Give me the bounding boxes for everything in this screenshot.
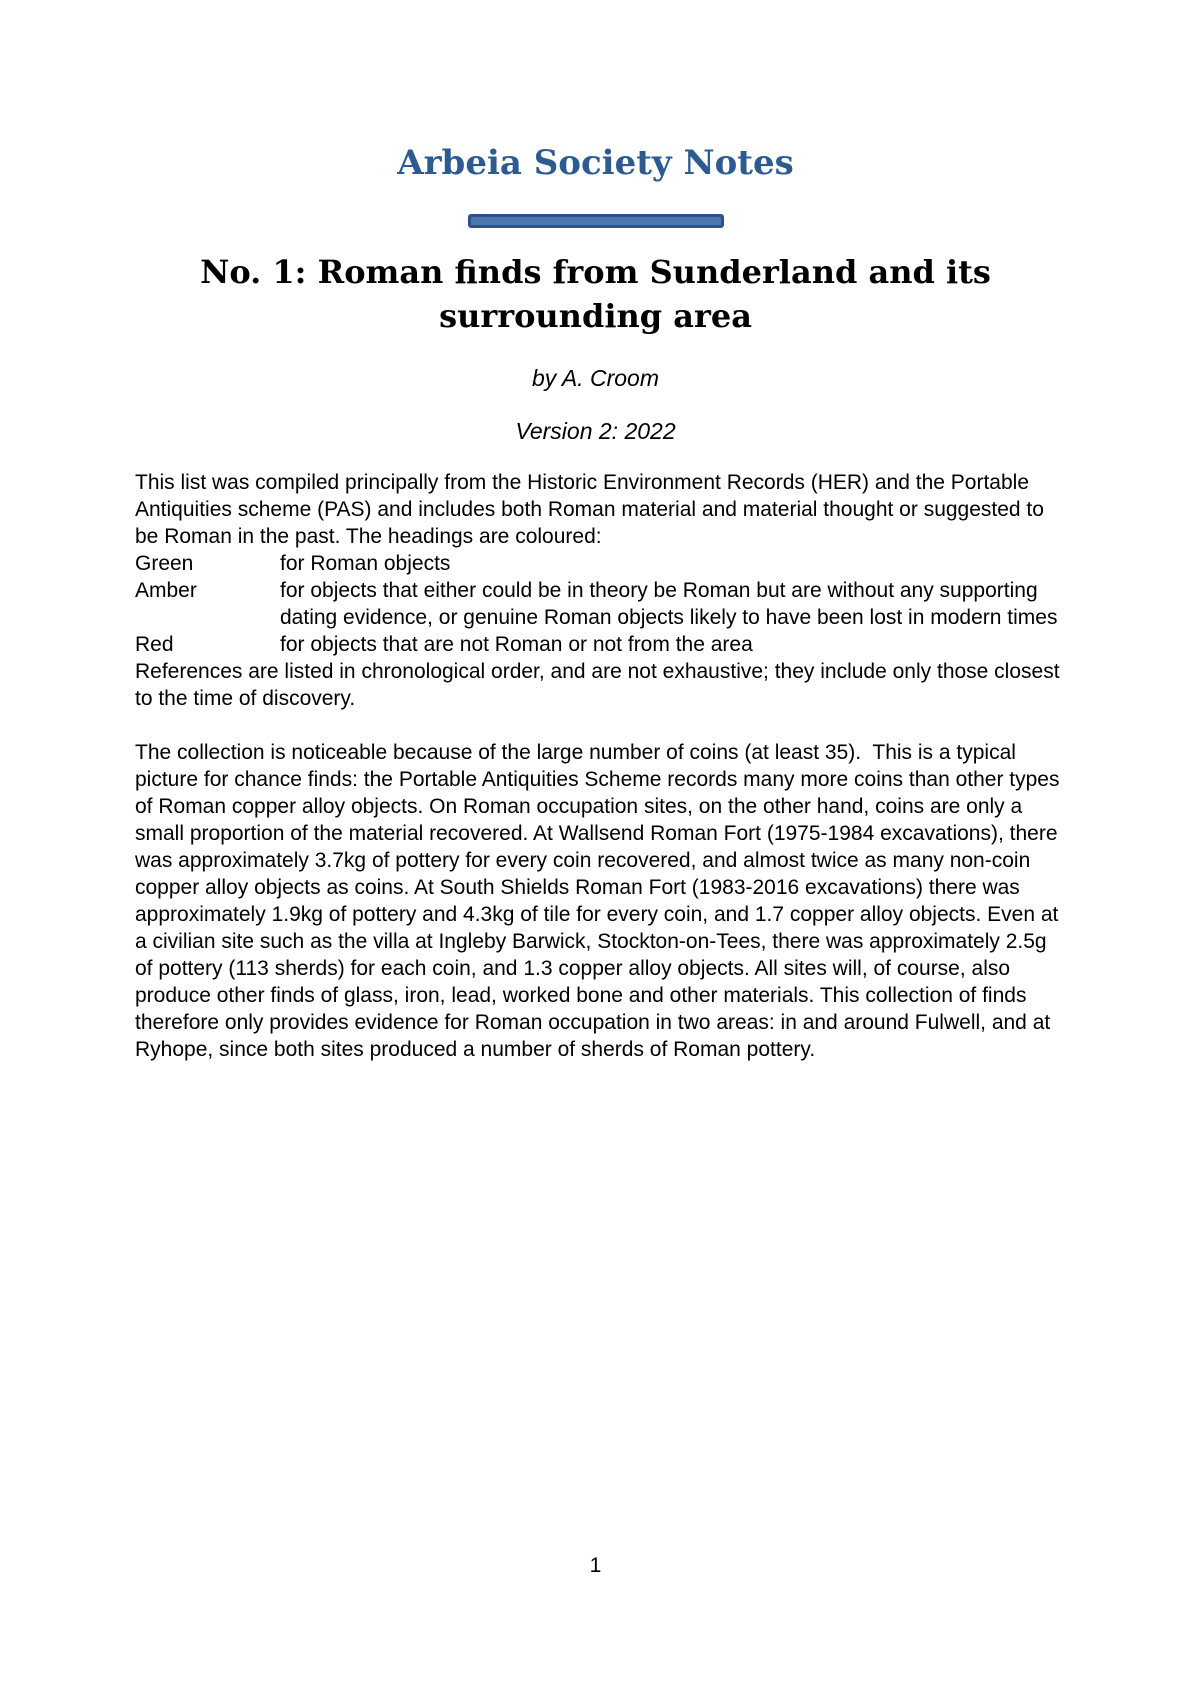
colour-key-definition: for objects that are not Roman or not from the area — [280, 633, 753, 656]
colour-key-definition: for objects that either could be in theory be Roman but are without any supporting dating evidence, or genuine Roman objects likely to have been lost in modern times — [280, 579, 1058, 629]
document-body — [135, 469, 1065, 1063]
colour-key-list — [135, 550, 1065, 658]
colour-key-definition: for Roman objects — [280, 552, 451, 575]
colour-key-term: Green — [135, 552, 194, 575]
doc-heading — [106, 250, 1086, 338]
doc-heading-line-2: surrounding area — [439, 297, 752, 335]
colour-key-row-red — [135, 631, 1065, 658]
colour-key-row-green — [135, 550, 1065, 577]
doc-heading-line-1: No. 1: Roman finds from Sunderland and its — [200, 253, 991, 291]
version-label: Version 2: 2022 — [515, 418, 676, 444]
doc-title: Arbeia Society Notes — [397, 143, 794, 183]
colour-key-term: Red — [135, 633, 174, 656]
intro-paragraph: This list was compiled principally from the Historic Environment Records (HER) and the Portable Antiquities scheme (PAS) and includes both Roman material and material thought or suggested to be Roman in the past. The headings are coloured: — [135, 471, 1050, 548]
page-number: 1 — [589, 1554, 602, 1577]
collection-paragraph: The collection is noticeable because of the large number of coins (at least 35). This is a typical picture for chance finds: the Portable Antiquities Scheme records many more coins than other types of Roman copper alloy objects. On Roman occupation sites, on the other hand, coins are only a small proportion of the material recovered. At Wallsend Roman Fort (1975-1984 excavations), there was approximately 3.7kg of pottery for every coin recovered, and almost twice as many non-coin copper alloy objects as coins. At South Shields Roman Fort (1983-2016 excavations) there was approximately 1.9kg of pottery and 4.3kg of tile for every coin, and 1.7 copper alloy objects. Even at a civilian site such as the villa at Ingleby Barwick, Stockton-on-Tees, there was approximately 2.5g of pottery (113 sherds) for each coin, and 1.3 copper alloy objects. All sites will, of course, also produce other finds of glass, iron, lead, worked bone and other materials. This collection of finds therefore only provides evidence for Roman occupation in two areas: in and around Fulwell, and at Ryhope, since both sites produced a number of sherds of Roman pottery. — [135, 741, 1066, 1061]
byline: by A. Croom — [532, 365, 659, 391]
references-paragraph: References are listed in chronological order, and are not exhaustive; they include only those closest to the time of discovery. — [135, 660, 1066, 710]
title-divider — [468, 214, 724, 228]
colour-key-term: Amber — [135, 579, 197, 602]
colour-key-row-amber — [135, 577, 1065, 631]
